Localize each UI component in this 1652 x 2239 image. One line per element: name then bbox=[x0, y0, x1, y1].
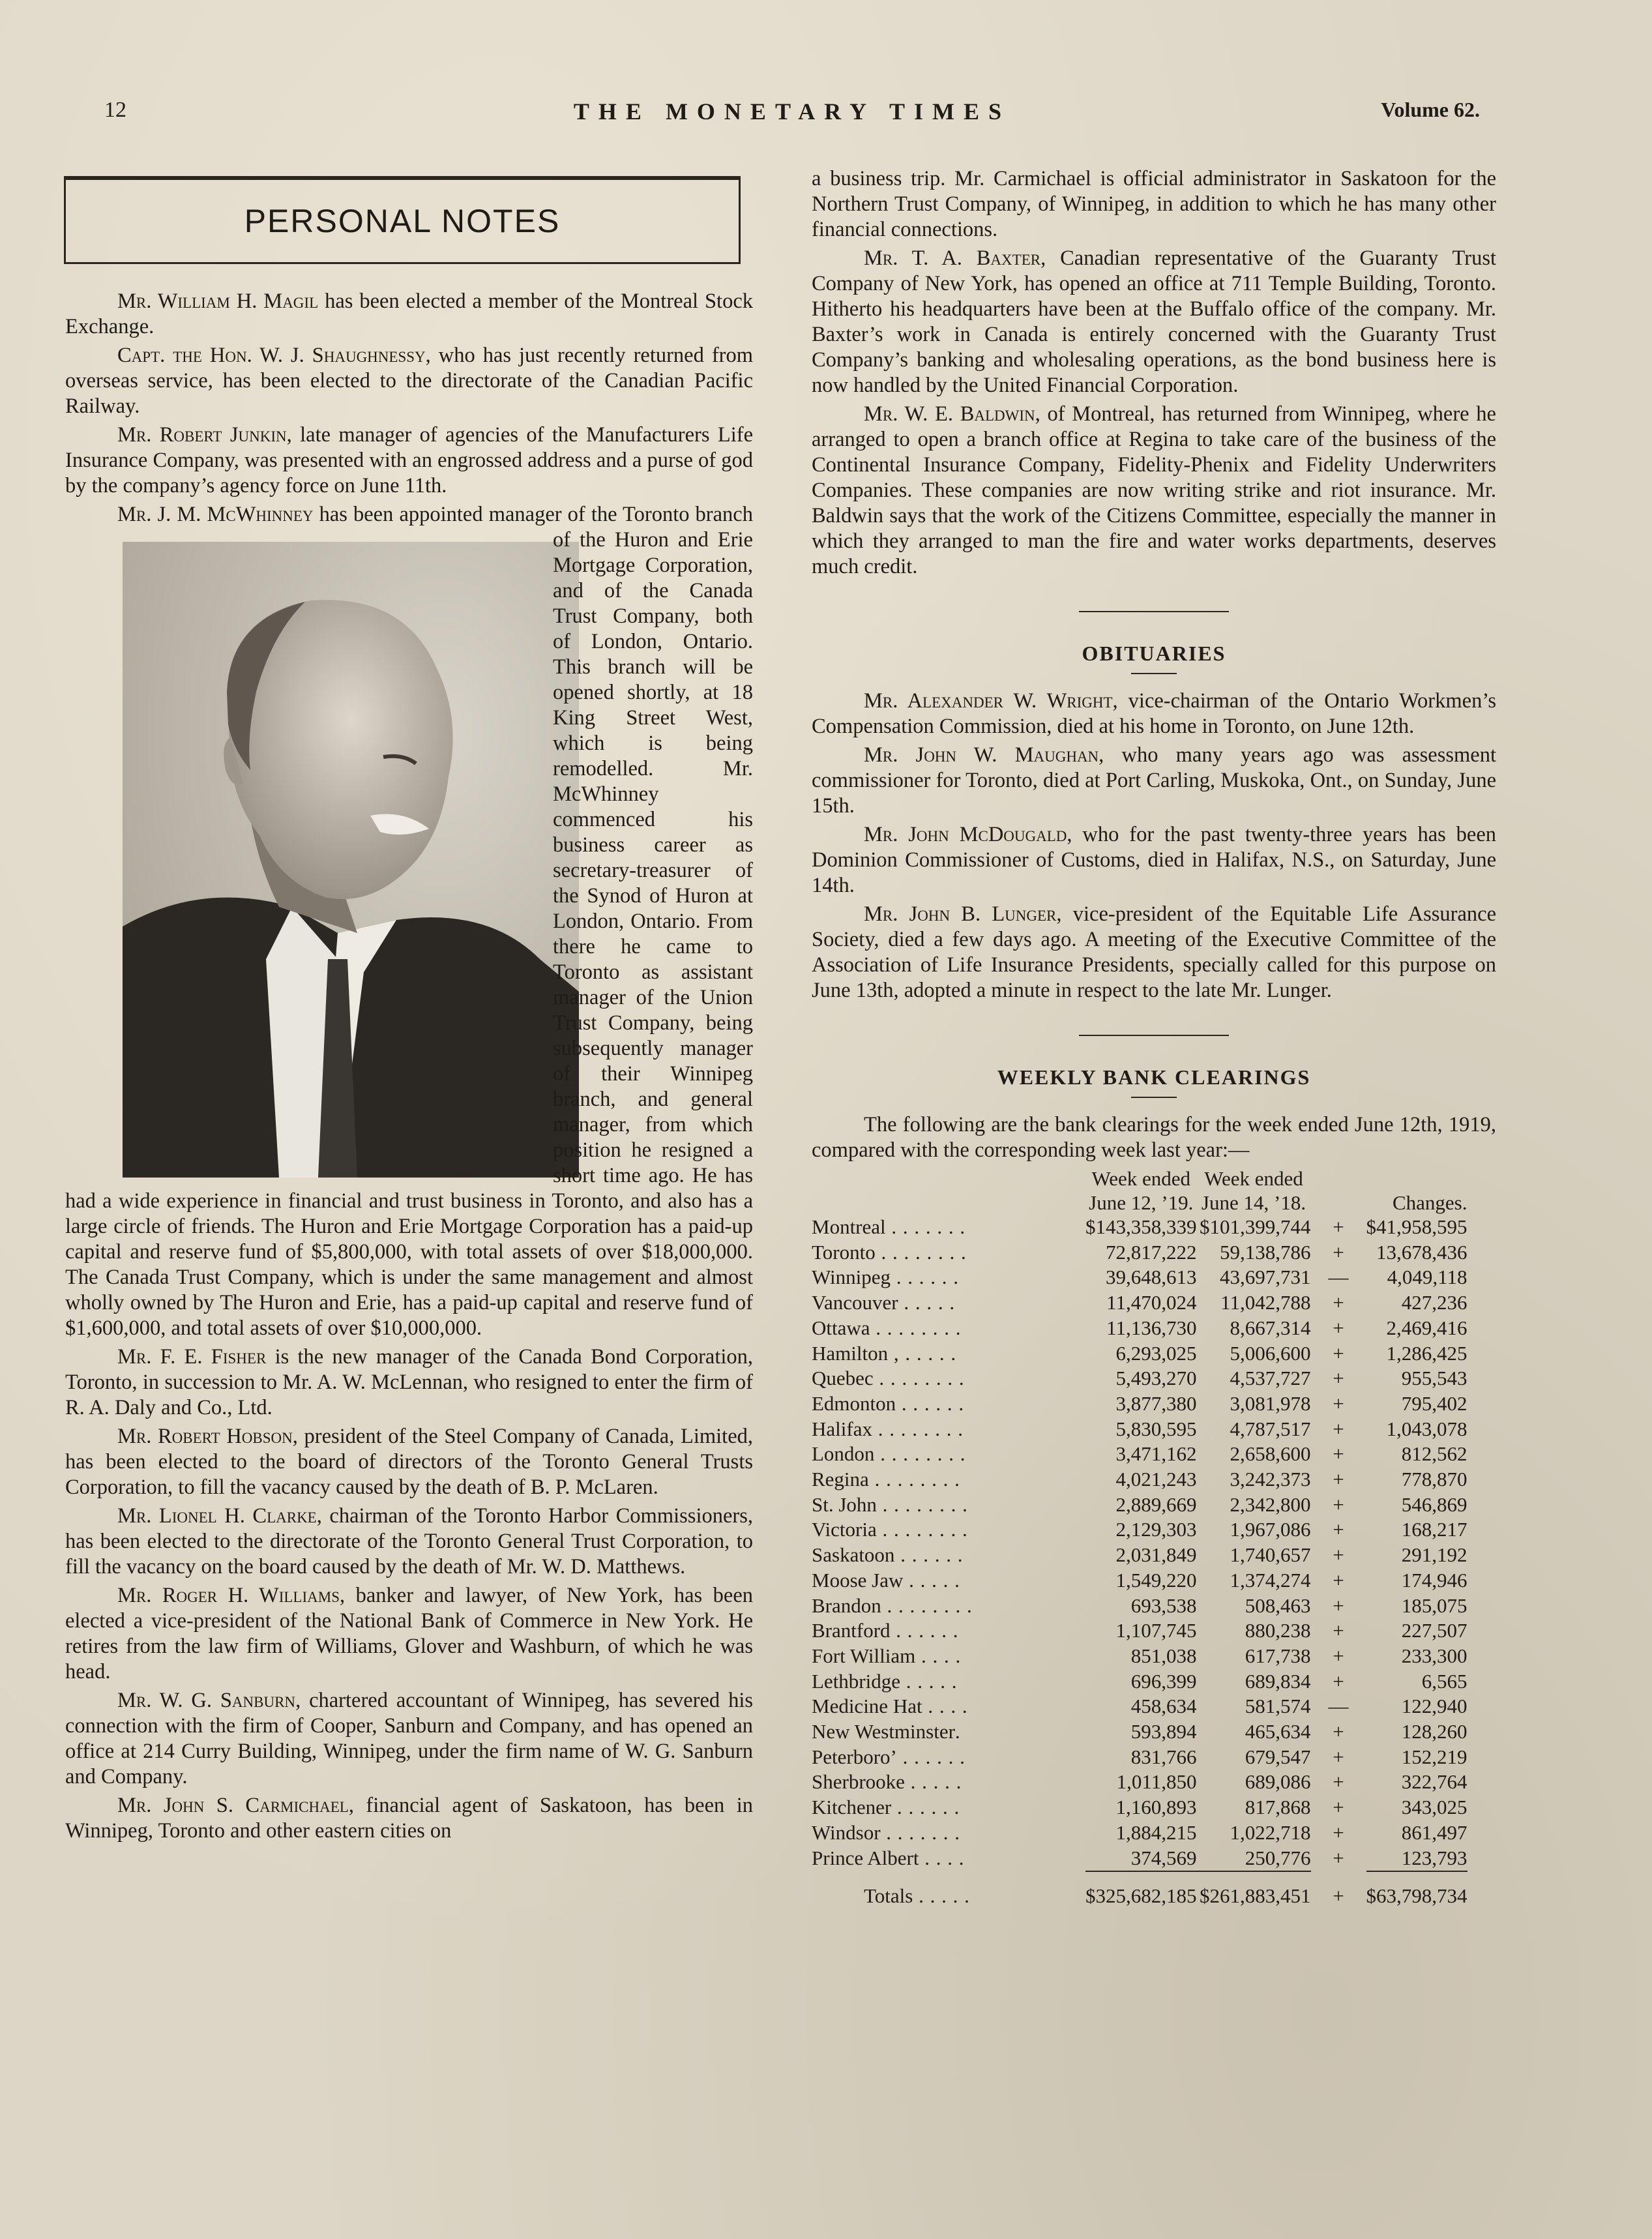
city-name: Edmonton bbox=[812, 1391, 896, 1415]
table-header-row bbox=[812, 1166, 1468, 1191]
totals-row bbox=[812, 1871, 1468, 1909]
person-name: Mr. F. E. Fisher bbox=[117, 1345, 267, 1369]
change-amount: 168,217 bbox=[1401, 1518, 1468, 1541]
clearings-intro: The following are the bank clearings for the week ended June 12th, 1919, compared with the corresponding week last year:— bbox=[812, 1113, 1496, 1162]
dot-leader: . . . . . . bbox=[890, 1619, 959, 1642]
row-label-cell bbox=[812, 1417, 1085, 1442]
clearings-1918: 817,868 bbox=[1245, 1796, 1311, 1819]
note-text: , who has just recently returned from overseas service, has been elected to the directorate of the Canadian Pacific Railway. bbox=[65, 344, 754, 418]
change-sign: + bbox=[1333, 1215, 1344, 1238]
dot-leader: . . . . . . . bbox=[880, 1820, 961, 1844]
dot-leader: . . . . . . . . bbox=[876, 1492, 968, 1516]
note-paragraph bbox=[65, 1504, 753, 1580]
row-label-cell bbox=[812, 1694, 1085, 1719]
clearings-1918: 689,086 bbox=[1245, 1770, 1311, 1794]
person-name: Mr. Lionel H. Clarke bbox=[117, 1504, 317, 1528]
dot-leader: . . . . . bbox=[903, 1568, 960, 1592]
dot-leader: . . . . . . . . bbox=[881, 1594, 973, 1617]
clearings-1918: 11,042,788 bbox=[1220, 1291, 1311, 1314]
note-paragraph: a business trip. Mr. Carmichael is official administrator in Saskatoon for the Northern Trust Company, of Winnipeg, in addition to which he has many other financial connections. bbox=[812, 167, 1496, 241]
clearings-1919: 1,107,745 bbox=[1115, 1619, 1197, 1642]
clearings-1918: $261,883,451 bbox=[1197, 1871, 1311, 1909]
note-paragraph bbox=[812, 402, 1496, 580]
dot-leader: . . . . . . . . bbox=[868, 1468, 960, 1491]
person-name: Mr. Roger H. Williams bbox=[117, 1584, 340, 1607]
clearings-1919: $143,358,339 bbox=[1085, 1215, 1197, 1238]
change-amount: 1,043,078 bbox=[1386, 1417, 1468, 1440]
note-text: , financial agent of Saskatoon, has been in Winnipeg, Toronto and other eastern cities on bbox=[65, 1794, 753, 1843]
dot-leader: . . . . . . . bbox=[885, 1215, 966, 1238]
note-text: , chairman of the Toronto Harbor Commissioners, has been elected to the directorate of the Toronto General Trust Corporation, to fill the vacancy on the board caused by the death of Mr. W. D. Matthews. bbox=[65, 1504, 753, 1579]
city-name: Quebec bbox=[812, 1367, 874, 1390]
table-row bbox=[812, 1594, 1468, 1619]
change-amount: 123,793 bbox=[1401, 1846, 1468, 1869]
note-paragraph bbox=[65, 1344, 753, 1421]
city-name: Fort William bbox=[812, 1644, 916, 1667]
dot-leader: . . . . . . . . bbox=[870, 1316, 962, 1339]
table-row bbox=[812, 1366, 1468, 1391]
personal-notes-heading-box bbox=[64, 176, 741, 264]
change-sign: + bbox=[1333, 1770, 1344, 1794]
dot-leader: , . . . . . bbox=[888, 1341, 957, 1365]
row-label-cell bbox=[812, 1391, 1085, 1417]
clearings-1918: 1,374,274 bbox=[1230, 1568, 1311, 1592]
note-text: , chartered accountant of Winnipeg, has severed his connection with the firm of Cooper, Sanburn and Company, and has opened an office at 214 Curry Building, Winnipeg, under the firm name of W. G. Sanburn and Company. bbox=[65, 1689, 753, 1788]
change-sign: + bbox=[1333, 1518, 1344, 1541]
dot-leader: . . . . . . bbox=[894, 1543, 964, 1567]
city-name: Saskatoon bbox=[812, 1543, 895, 1567]
clearings-1918: 59,138,786 bbox=[1220, 1240, 1311, 1264]
change-amount: 13,678,436 bbox=[1376, 1240, 1468, 1264]
dot-leader: . . . . . . . . bbox=[874, 1442, 966, 1466]
clearings-1919: 5,493,270 bbox=[1115, 1367, 1197, 1390]
change-sign: + bbox=[1333, 1367, 1344, 1390]
clearings-1919: 2,129,303 bbox=[1115, 1518, 1197, 1541]
note-paragraph bbox=[65, 289, 753, 340]
change-sign: — bbox=[1328, 1695, 1349, 1718]
person-name: Capt. the Hon. W. J. Shaughnessy bbox=[117, 344, 426, 367]
person-name: Mr. W. E. Baldwin bbox=[864, 402, 1035, 426]
dot-leader: . . . . bbox=[919, 1846, 965, 1870]
person-name: Mr. W. G. Sanburn bbox=[117, 1689, 296, 1712]
change-sign: + bbox=[1333, 1796, 1344, 1819]
clearings-1919: 11,136,730 bbox=[1106, 1316, 1197, 1339]
clearings-1919: 2,889,669 bbox=[1115, 1492, 1197, 1516]
row-label-cell bbox=[812, 1770, 1085, 1795]
dot-leader: . . . . . . bbox=[891, 1266, 960, 1289]
obituary-text: , vice-chairman of the Ontario Workmen’s Compensation Commission, died at his home in Toronto, on June 12th. bbox=[812, 689, 1496, 738]
table-row bbox=[812, 1467, 1468, 1492]
page-header bbox=[104, 98, 1480, 130]
dot-leader: . . . . . . . . bbox=[873, 1367, 965, 1390]
change-amount: 812,562 bbox=[1401, 1442, 1468, 1466]
row-label-cell bbox=[812, 1669, 1085, 1695]
change-amount: 861,497 bbox=[1401, 1820, 1468, 1844]
person-name: Mr. Alexander W. Wright bbox=[864, 689, 1113, 713]
change-amount: 427,236 bbox=[1401, 1291, 1468, 1314]
clearings-1919: 2,031,849 bbox=[1115, 1543, 1197, 1567]
change-sign: + bbox=[1333, 1846, 1344, 1870]
clearings-1919: 39,648,613 bbox=[1106, 1266, 1197, 1289]
clearings-1918: $101,399,744 bbox=[1200, 1215, 1311, 1238]
change-amount: 546,869 bbox=[1401, 1492, 1468, 1516]
person-name: Mr. J. M. McWhinney bbox=[117, 503, 314, 526]
note-text: , banker and lawyer, of New York, has been elected a vice-president of the National Bank of Commerce in New York. He retires from the law firm of Williams, Glover and Washburn, of which he was head. bbox=[65, 1584, 753, 1683]
table-row bbox=[812, 1568, 1468, 1594]
section-title: PERSONAL NOTES bbox=[244, 202, 561, 239]
row-label-cell bbox=[812, 1467, 1085, 1492]
clearings-1918: 5,006,600 bbox=[1230, 1341, 1311, 1365]
row-label-cell bbox=[812, 1745, 1085, 1770]
change-sign: + bbox=[1333, 1745, 1344, 1768]
clearings-1918: 880,238 bbox=[1245, 1619, 1311, 1642]
row-label-cell bbox=[812, 1719, 1085, 1745]
table-row bbox=[812, 1391, 1468, 1417]
note-paragraph bbox=[65, 502, 753, 1341]
clearings-1919: 1,160,893 bbox=[1115, 1796, 1197, 1819]
clearings-1919: 696,399 bbox=[1130, 1669, 1197, 1693]
table-row bbox=[812, 1290, 1468, 1316]
table-row bbox=[812, 1492, 1468, 1518]
clearings-1918: 2,658,600 bbox=[1230, 1442, 1311, 1466]
title-underline bbox=[1131, 1097, 1177, 1098]
person-name: Mr. John McDougald bbox=[864, 823, 1067, 846]
change-sign: + bbox=[1333, 1568, 1344, 1592]
table-row bbox=[812, 1517, 1468, 1543]
city-name: Sherbrooke bbox=[812, 1770, 905, 1794]
row-label-cell bbox=[812, 1240, 1085, 1266]
row-label-cell bbox=[812, 1871, 1085, 1909]
city-name: Ottawa bbox=[812, 1316, 870, 1339]
table-row bbox=[812, 1820, 1468, 1846]
obituary-paragraph bbox=[812, 822, 1496, 898]
note-text: , late manager of agencies of the Manufacturers Life Insurance Company, was presented with an engrossed address and a purse of god by the company’s agency force on June 11th. bbox=[65, 423, 754, 497]
note-paragraph bbox=[65, 1688, 753, 1790]
change-sign: + bbox=[1333, 1644, 1344, 1667]
table-row bbox=[812, 1770, 1468, 1795]
city-name: Toronto bbox=[812, 1240, 876, 1264]
note-paragraph bbox=[65, 1424, 753, 1500]
obituary-text: , who for the past twenty-three years has been Dominion Commissioner of Customs, died in Halifax, N.S., on Saturday, June 14th. bbox=[812, 823, 1496, 897]
column-header: June 14, ’18. bbox=[1201, 1191, 1306, 1214]
clearings-1918: 465,634 bbox=[1245, 1720, 1311, 1743]
row-label-cell bbox=[812, 1290, 1085, 1316]
city-name: Hamilton bbox=[812, 1341, 889, 1365]
person-name: Mr. William H. Magil bbox=[117, 289, 319, 313]
clearings-1918: 250,776 bbox=[1245, 1846, 1311, 1869]
clearings-1919: 72,817,222 bbox=[1106, 1240, 1197, 1264]
city-name: Medicine Hat bbox=[812, 1695, 922, 1718]
clearings-1918: 8,667,314 bbox=[1230, 1316, 1311, 1339]
change-sign: — bbox=[1328, 1266, 1349, 1289]
city-name: Brantford bbox=[812, 1619, 891, 1642]
city-name: Montreal bbox=[812, 1215, 886, 1238]
table-row bbox=[812, 1442, 1468, 1467]
change-amount: 122,940 bbox=[1401, 1695, 1468, 1718]
change-sign: + bbox=[1333, 1291, 1344, 1314]
change-sign: + bbox=[1333, 1543, 1344, 1567]
change-sign: + bbox=[1333, 1594, 1344, 1617]
obituary-text: , vice-president of the Equitable Life Assurance Society, died a few days ago. A meeting of the Executive Committee of the Association of Life Insurance Presidents, specially called for this purpose on June 13th, adopted a minute in respect to the late Mr. Lunger. bbox=[812, 902, 1496, 1002]
change-sign: + bbox=[1333, 1492, 1344, 1516]
clearings-1919: 593,894 bbox=[1130, 1720, 1197, 1743]
page-number: 12 bbox=[104, 98, 126, 122]
dot-leader: . . . . bbox=[922, 1695, 968, 1718]
row-label-cell bbox=[812, 1215, 1085, 1240]
row-label-cell bbox=[812, 1265, 1085, 1290]
city-name: Vancouver bbox=[812, 1291, 898, 1314]
column-header: June 12, ’19. bbox=[1089, 1191, 1194, 1214]
dot-leader: . . . . . bbox=[904, 1770, 962, 1794]
obituaries-title: OBITUARIES bbox=[1082, 642, 1226, 665]
city-name: Kitchener bbox=[812, 1796, 892, 1819]
clearings-1918: 3,081,978 bbox=[1230, 1391, 1311, 1415]
table-row bbox=[812, 1417, 1468, 1442]
change-amount: 227,507 bbox=[1401, 1619, 1468, 1642]
table-row bbox=[812, 1265, 1468, 1290]
column-header: Changes. bbox=[1392, 1191, 1468, 1214]
table-header-row bbox=[812, 1191, 1468, 1215]
clearings-1919: 1,549,220 bbox=[1115, 1568, 1197, 1592]
change-sign: + bbox=[1333, 1619, 1344, 1642]
change-sign: + bbox=[1333, 1391, 1344, 1415]
city-name: Windsor bbox=[812, 1820, 881, 1844]
row-label-cell bbox=[812, 1442, 1085, 1467]
table-row bbox=[812, 1669, 1468, 1695]
change-amount: 322,764 bbox=[1401, 1770, 1468, 1794]
note-paragraph bbox=[65, 343, 753, 419]
row-label-cell bbox=[812, 1366, 1085, 1391]
change-amount: 2,469,416 bbox=[1386, 1316, 1468, 1339]
dot-leader: . . . . . . . . bbox=[872, 1417, 964, 1440]
city-name: Lethbridge bbox=[812, 1669, 901, 1693]
note-paragraph bbox=[65, 1583, 753, 1685]
person-name: Mr. John B. Lunger bbox=[864, 902, 1057, 926]
change-sign: + bbox=[1333, 1341, 1344, 1365]
change-sign: + bbox=[1333, 1417, 1344, 1440]
table-row bbox=[812, 1543, 1468, 1568]
note-text: , of Montreal, has returned from Winnipeg, where he arranged to open a branch office at Regina to take care of the business of the Continental Insurance Company, Fidelity-Phenix and Fidelity Underwriters Companies. These companies are now writing strike and riot insurance. Mr. Baldwin says that the work of the Citizens Committee, especially the manner in which they arranged to man the fire and water works departments, deserves much credit. bbox=[812, 402, 1496, 578]
city-name: New Westminster bbox=[812, 1720, 955, 1743]
clearings-1919: 3,471,162 bbox=[1115, 1442, 1197, 1466]
city-name: London bbox=[812, 1442, 875, 1466]
clearings-1919: 11,470,024 bbox=[1106, 1291, 1197, 1314]
clearings-1919: 1,011,850 bbox=[1116, 1770, 1197, 1794]
table-row bbox=[812, 1316, 1468, 1341]
table-row bbox=[812, 1618, 1468, 1644]
change-amount: 795,402 bbox=[1401, 1391, 1468, 1415]
clearings-1919: 4,021,243 bbox=[1115, 1468, 1197, 1491]
column-header: Week ended bbox=[1204, 1167, 1303, 1190]
clearings-1919: 374,569 bbox=[1130, 1846, 1197, 1869]
clearings-1919: 3,877,380 bbox=[1115, 1391, 1197, 1415]
dot-leader: . . . . . bbox=[898, 1291, 956, 1314]
change-sign: + bbox=[1333, 1884, 1344, 1907]
row-label-cell bbox=[812, 1820, 1085, 1846]
clearings-1919: 831,766 bbox=[1130, 1745, 1197, 1768]
change-amount: 174,946 bbox=[1401, 1568, 1468, 1592]
change-sign: + bbox=[1333, 1316, 1344, 1339]
clearings-1919: 693,538 bbox=[1130, 1594, 1197, 1617]
table-row bbox=[812, 1694, 1468, 1719]
dot-leader: . . . . . bbox=[900, 1669, 958, 1693]
dot-leader: . . . . . bbox=[913, 1884, 970, 1907]
city-name: Brandon bbox=[812, 1594, 881, 1617]
note-text: has been appointed manager of the Toronto branch of the Huron and Erie Mortgage Corporation, and of the Canada Trust Company, both of London, Ontario. This branch will be opened shortly, at 18 King Street West, which is being remodelled. Mr. McWhinney commenced his business career as secretary-treasurer of the Synod of Huron at London, Ontario. From there he came to Toronto as assistant manager of the Union Trust Company, being subsequently manager of their Winnipeg branch, and general manager, from which position he resigned a short time ago. He has had a wide experience in financial and trust business in Toronto, and also has a large circle of friends. The Huron and Erie Mortgage Corporation has a paid-up capital and reserve fund of $5,800,000, with total assets of over $18,000,000. The Canada Trust Company, which is under the same management and almost wholly owned by The Huron and Erie, has a paid-up capital and reserve fund of $1,600,000, and total assets of over $10,000,000. bbox=[65, 503, 753, 1340]
person-name: Mr. Robert Hobson bbox=[117, 1425, 293, 1448]
obituary-text: , who many years ago was assessment commissioner for Toronto, died at Port Carling, Muskoka, Ont., on Sunday, June 15th. bbox=[812, 743, 1496, 818]
change-sign: + bbox=[1333, 1669, 1344, 1693]
note-paragraph bbox=[65, 423, 753, 499]
clearings-1918: 1,022,718 bbox=[1230, 1820, 1311, 1844]
dot-leader: . bbox=[954, 1720, 961, 1743]
clearings-1918: 689,834 bbox=[1245, 1669, 1311, 1693]
city-name: Peterboro’ bbox=[812, 1745, 897, 1768]
row-label-cell bbox=[812, 1316, 1085, 1341]
dot-leader: . . . . bbox=[915, 1644, 962, 1667]
note-text: is the new manager of the Canada Bond Corporation, Toronto, in succession to Mr. A. W. McLennan, who resigned to enter the firm of R. A. Daly and Co., Ltd. bbox=[65, 1345, 754, 1419]
row-label-cell bbox=[812, 1543, 1085, 1568]
row-label-cell bbox=[812, 1517, 1085, 1543]
clearings-1918: 1,967,086 bbox=[1230, 1518, 1311, 1541]
change-amount: 1,286,425 bbox=[1386, 1341, 1468, 1365]
change-sign: + bbox=[1333, 1240, 1344, 1264]
table-row bbox=[812, 1795, 1468, 1820]
obituary-paragraph bbox=[812, 689, 1496, 739]
change-sign: + bbox=[1333, 1442, 1344, 1466]
clearings-1919: 458,634 bbox=[1130, 1695, 1197, 1718]
clearings-title: WEEKLY BANK CLEARINGS bbox=[997, 1065, 1311, 1089]
table-row bbox=[812, 1644, 1468, 1669]
change-amount: 778,870 bbox=[1401, 1468, 1468, 1491]
row-label-cell bbox=[812, 1341, 1085, 1367]
dot-leader: . . . . . . . . bbox=[876, 1518, 968, 1541]
portrait-image bbox=[123, 542, 579, 1178]
person-name: Mr. Robert Junkin bbox=[117, 423, 287, 447]
table-row bbox=[812, 1215, 1468, 1240]
change-amount: 233,300 bbox=[1401, 1644, 1468, 1667]
obituary-paragraph bbox=[812, 743, 1496, 819]
section-divider bbox=[1079, 611, 1229, 612]
title-underline bbox=[1131, 673, 1177, 674]
table-row bbox=[812, 1240, 1468, 1266]
note-text: , president of the Steel Company of Canada, Limited, has been elected to the board of directors of the Toronto General Trusts Corporation, to fill the vacancy caused by the death of B. P. McLaren. bbox=[65, 1425, 753, 1499]
note-paragraph bbox=[812, 246, 1496, 398]
city-name: Regina bbox=[812, 1468, 869, 1491]
row-label-cell bbox=[812, 1795, 1085, 1820]
change-amount: 343,025 bbox=[1401, 1796, 1468, 1819]
person-name: Mr. T. A. Baxter bbox=[864, 246, 1041, 270]
change-amount: $41,958,595 bbox=[1366, 1215, 1468, 1238]
dot-leader: . . . . . . bbox=[896, 1391, 965, 1415]
clearings-1918: 2,342,800 bbox=[1230, 1492, 1311, 1516]
person-name: Mr. John W. Maughan bbox=[864, 743, 1099, 767]
table-row bbox=[812, 1719, 1468, 1745]
change-amount: 185,075 bbox=[1401, 1594, 1468, 1617]
change-amount: 291,192 bbox=[1401, 1543, 1468, 1567]
row-label-cell bbox=[812, 1644, 1085, 1669]
clearings-1918: 4,537,727 bbox=[1230, 1367, 1311, 1390]
city-name: Prince Albert bbox=[812, 1846, 919, 1870]
bank-clearings-table bbox=[812, 1166, 1468, 1909]
clearings-1919: 5,830,595 bbox=[1115, 1417, 1197, 1440]
change-amount: 955,543 bbox=[1401, 1367, 1468, 1390]
dot-leader: . . . . . . bbox=[896, 1745, 966, 1768]
left-column bbox=[65, 176, 753, 1847]
change-sign: + bbox=[1333, 1720, 1344, 1743]
change-amount: 128,260 bbox=[1401, 1720, 1468, 1743]
table-row bbox=[812, 1341, 1468, 1367]
city-name: Victoria bbox=[812, 1518, 877, 1541]
row-label-cell bbox=[812, 1568, 1085, 1594]
clearings-1918: 3,242,373 bbox=[1230, 1468, 1311, 1491]
change-sign: + bbox=[1333, 1820, 1344, 1844]
change-amount: $63,798,734 bbox=[1366, 1871, 1468, 1909]
clearings-1919: $325,682,185 bbox=[1085, 1871, 1197, 1909]
clearings-1919: 6,293,025 bbox=[1115, 1341, 1197, 1365]
volume-label: Volume 62. bbox=[1381, 98, 1480, 121]
clearings-1918: 679,547 bbox=[1245, 1745, 1311, 1768]
clearings-1918: 4,787,517 bbox=[1230, 1417, 1311, 1440]
city-name: St. John bbox=[812, 1492, 877, 1516]
note-text: has been elected a member of the Montreal Stock Exchange. bbox=[65, 289, 753, 338]
note-text: , Canadian representative of the Guaranty Trust Company of New York, has opened an office at 711 Temple Building, Toronto. Hitherto his headquarters have been at the Buffalo office of the company. Mr. Baxter’s work in Canada is entirely concerned with the Guaranty Trust Company’s banking and wholesaling operations, as the bond business here is now handled by the United Financial Corporation. bbox=[812, 246, 1496, 397]
clearings-1918: 581,574 bbox=[1245, 1695, 1311, 1718]
section-divider bbox=[1079, 1035, 1229, 1036]
clearings-1919: 851,038 bbox=[1130, 1644, 1197, 1667]
note-paragraph bbox=[65, 1793, 753, 1844]
clearings-1918: 508,463 bbox=[1245, 1594, 1311, 1617]
change-sign: + bbox=[1333, 1468, 1344, 1491]
column-header: Week ended bbox=[1091, 1167, 1191, 1190]
change-amount: 152,219 bbox=[1401, 1745, 1468, 1768]
row-label-cell bbox=[812, 1594, 1085, 1619]
clearings-1918: 43,697,731 bbox=[1220, 1266, 1311, 1289]
dot-leader: . . . . . . . . bbox=[875, 1240, 967, 1264]
clearings-1918: 617,738 bbox=[1245, 1644, 1311, 1667]
city-name: Halifax bbox=[812, 1417, 872, 1440]
clearings-1918: 1,740,657 bbox=[1230, 1543, 1311, 1567]
row-label-cell bbox=[812, 1846, 1085, 1872]
portrait-photo bbox=[70, 542, 527, 1178]
dot-leader: . . . . . . bbox=[891, 1796, 960, 1819]
city-name: Moose Jaw bbox=[812, 1568, 904, 1592]
row-label-cell bbox=[812, 1492, 1085, 1518]
row-label-cell bbox=[812, 1618, 1085, 1644]
clearings-1919: 1,884,215 bbox=[1115, 1820, 1197, 1844]
change-amount: 6,565 bbox=[1421, 1669, 1468, 1693]
table-row bbox=[812, 1745, 1468, 1770]
city-name: Winnipeg bbox=[812, 1266, 891, 1289]
masthead: THE MONETARY TIMES bbox=[573, 98, 1011, 125]
change-amount: 4,049,118 bbox=[1387, 1266, 1468, 1289]
totals-label: Totals bbox=[864, 1884, 913, 1907]
person-name: Mr. John S. Carmichael bbox=[117, 1794, 349, 1817]
obituary-paragraph bbox=[812, 902, 1496, 1003]
table-row bbox=[812, 1846, 1468, 1872]
right-column bbox=[812, 166, 1496, 1909]
